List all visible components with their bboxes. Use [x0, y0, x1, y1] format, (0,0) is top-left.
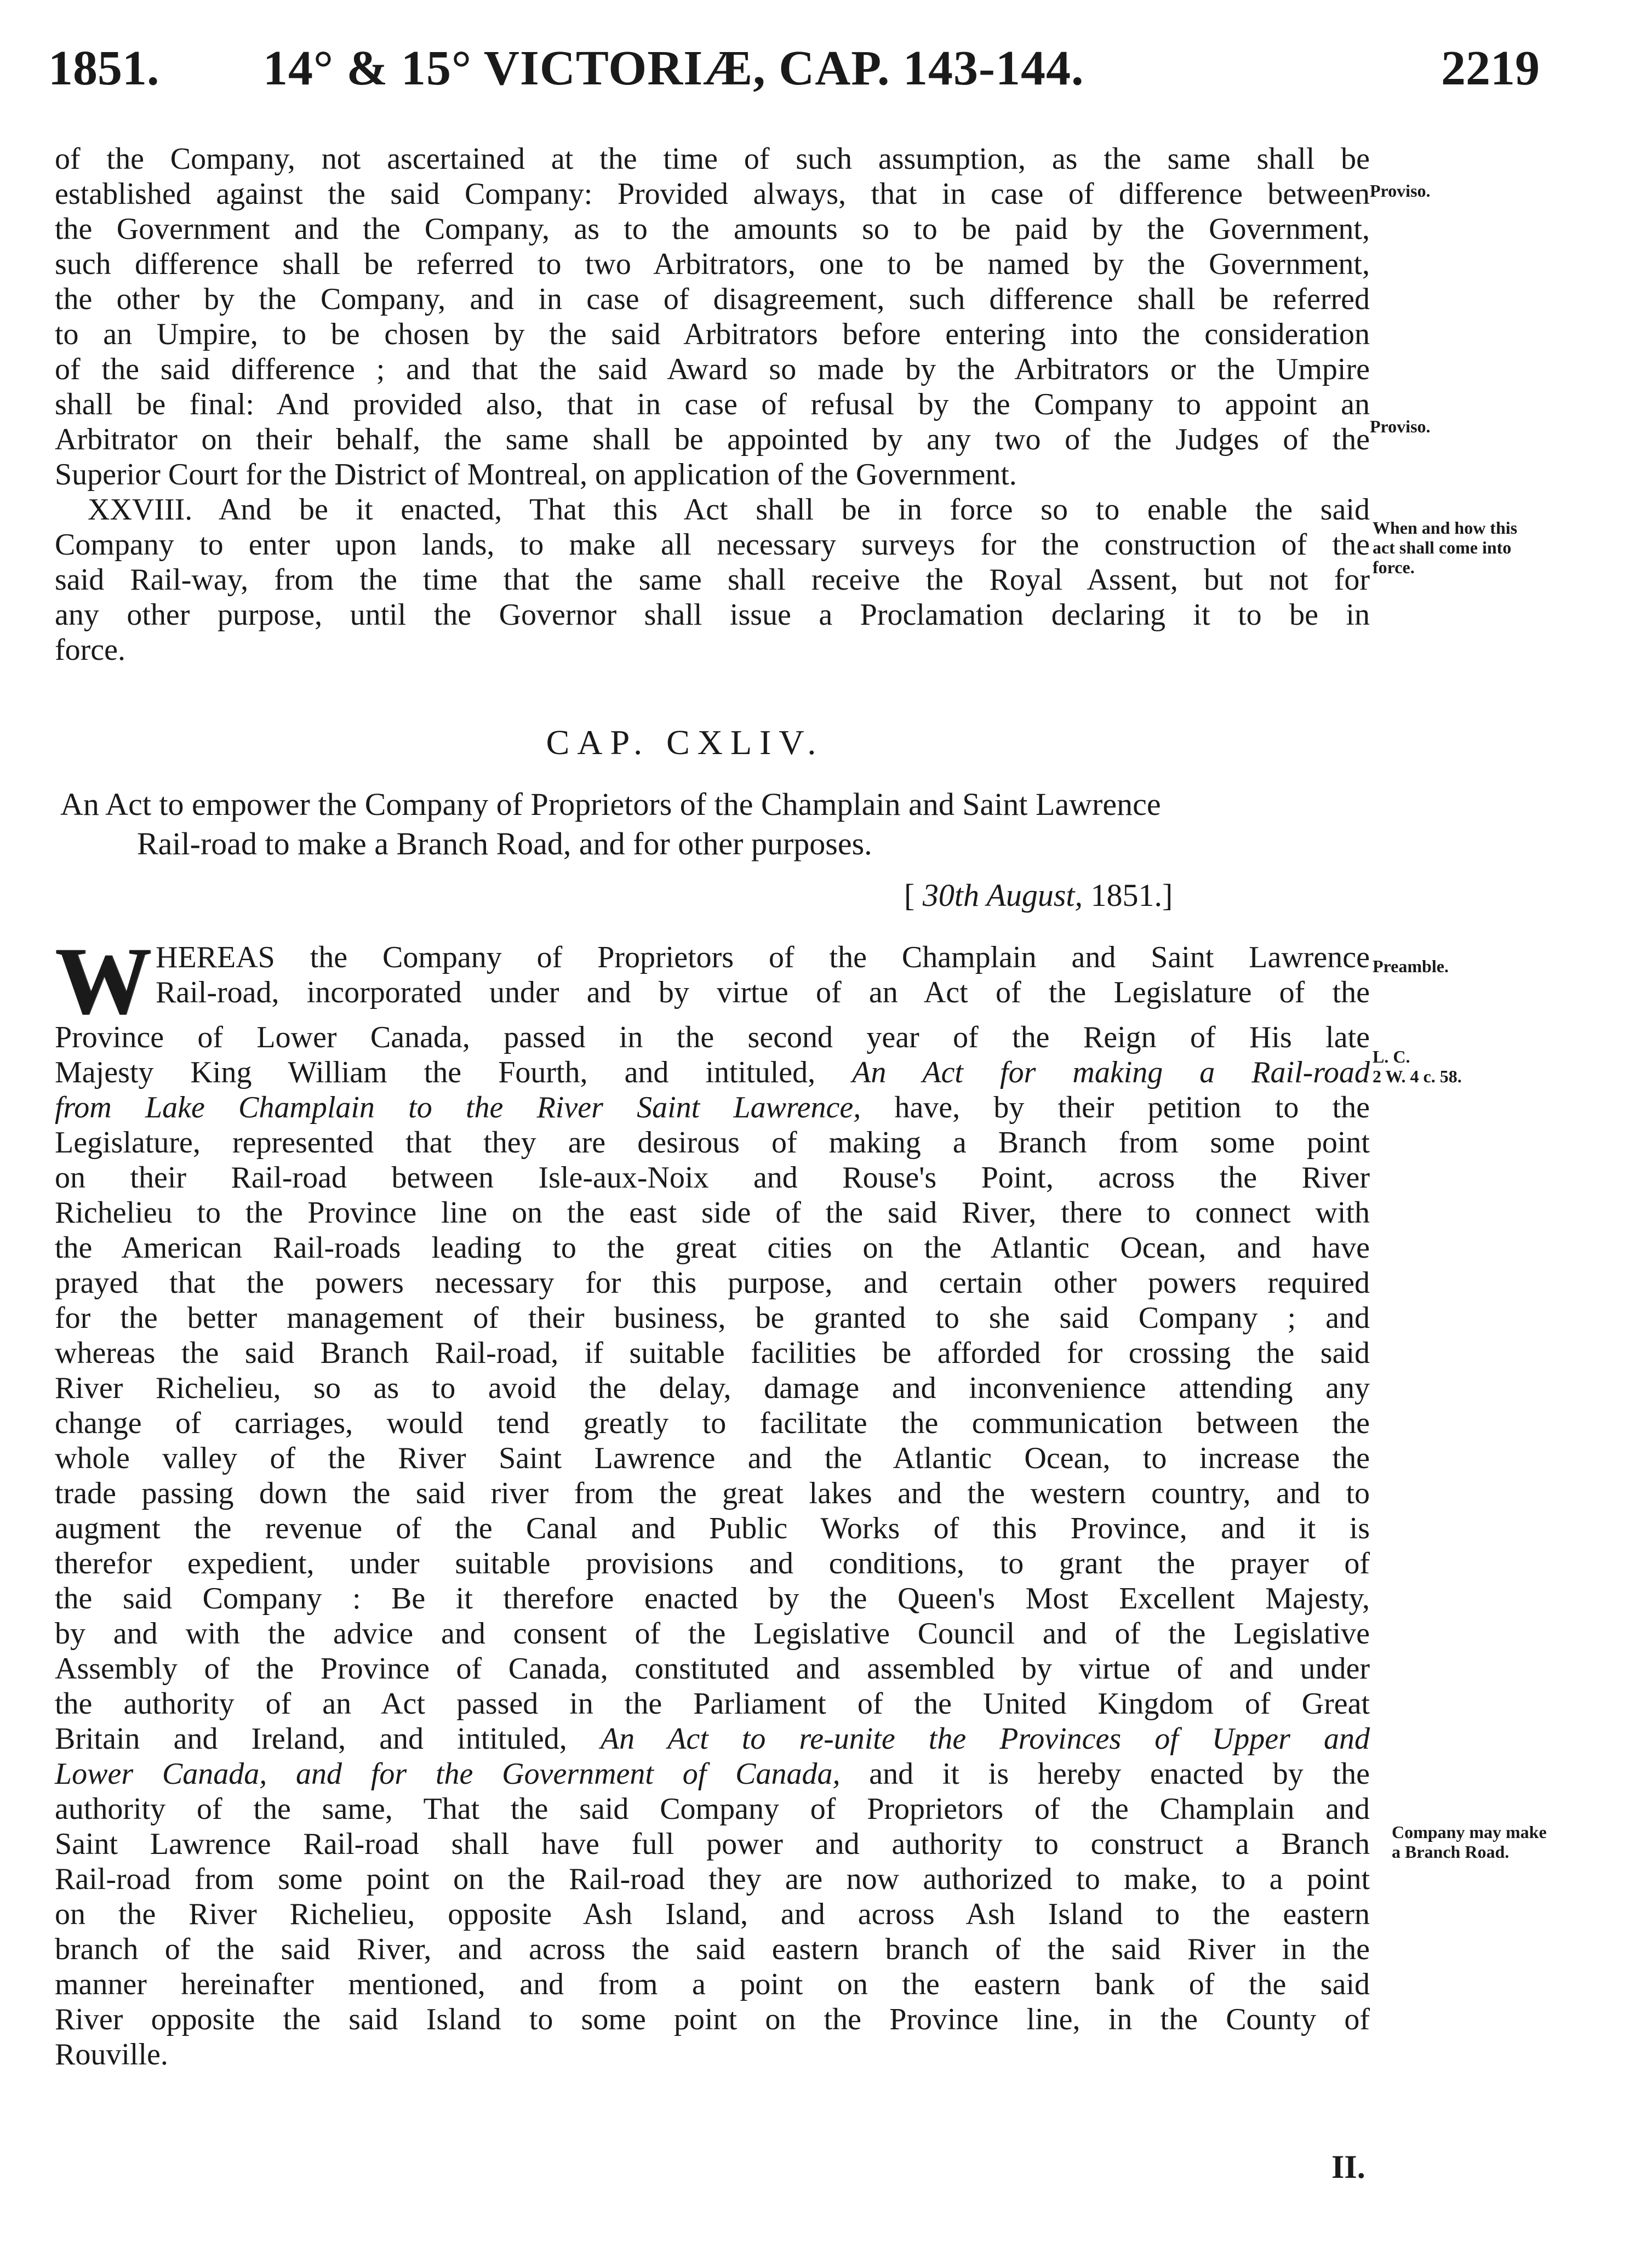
date-open: [ [904, 877, 923, 913]
text-line: whole valley of the River Saint Lawrence and the Atlantic Ocean, to increase the [55, 1441, 1370, 1475]
text-line: by and with the advice and consent of the Legislative Council and of the Legislative [55, 1617, 1370, 1651]
catchword: II. [1331, 2149, 1365, 2185]
text-segment: Britain and Ireland, and intituled, [55, 1722, 567, 1756]
chapter-heading: CAP. CXLIV. [546, 723, 824, 762]
text-line: force. [55, 633, 126, 667]
header-title: 14° & 15° VICTORIÆ, CAP. 143-144. [263, 41, 1084, 95]
text-line: manner hereinafter mentioned, and from a point on the eastern bank of the said [55, 1967, 1370, 2001]
text-segment: have, by their petition to the [861, 1091, 1370, 1125]
margin-note-preamble: Preamble. [1373, 956, 1449, 976]
note-line: force. [1373, 557, 1415, 577]
text-line: trade passing down the said river from the great lakes and the western country, and to [55, 1476, 1370, 1510]
text-line: prayed that the powers necessary for this purpose, and certain other powers required [55, 1266, 1370, 1300]
text-line: XXVIII. And be it enacted, That this Act shall be in force so to enable the said [88, 493, 1370, 527]
text-line: River Richelieu, so as to avoid the delay, damage and inconvenience attending any [55, 1371, 1370, 1405]
act-citation: An Act to re-unite the Provinces of Upper and [600, 1722, 1370, 1756]
text-line: Richelieu to the Province line on the east side of the said River, there to connect with [55, 1196, 1370, 1230]
text-line [55, 1090, 1370, 1125]
text-line: for the better management of their business, be granted to she said Company ; and [55, 1301, 1370, 1335]
margin-note-proviso: Proviso. [1370, 416, 1431, 436]
assent-date [904, 877, 1173, 914]
text-line: Rouville. [55, 2038, 168, 2072]
text-line: therefor expedient, under suitable provisions and conditions, to grant the prayer of [55, 1547, 1370, 1580]
margin-note-when-in-force [1373, 518, 1581, 577]
text-line: Rail-road from some point on the Rail-road they are now authorized to make, to a point [55, 1862, 1370, 1896]
text-segment: and it is hereby enacted by the [840, 1757, 1370, 1791]
text-line: the Government and the Company, as to the amounts so to be paid by the Government, [55, 212, 1370, 246]
note-line: act shall come into [1373, 538, 1512, 557]
text-line: any other purpose, until the Governor shall issue a Proclamation declaring it to be in [55, 598, 1370, 632]
text-line: on their Rail-road between Isle-aux-Noix and Rouse's Point, across the River [55, 1161, 1370, 1195]
text-line: Assembly of the Province of Canada, constituted and assembled by virtue of and under [55, 1652, 1370, 1686]
date-italic: 30th August, [922, 877, 1083, 913]
text-line: the American Rail-roads leading to the great cities on the Atlantic Ocean, and have [55, 1231, 1370, 1265]
text-line: the authority of an Act passed in the Parliament of the United Kingdom of Great [55, 1687, 1370, 1721]
text-line: of the said difference ; and that the said Award so made by the Arbitrators or the Umpire [55, 352, 1370, 386]
page-number: 2219 [1441, 41, 1540, 95]
act-citation-cont: Lower Canada, and for the Government of Canada, [55, 1757, 841, 1791]
act-citation: An Act for making a Rail-road [852, 1055, 1370, 1089]
text-line: said Rail-way, from the time that the same shall receive the Royal Assent, but not for [55, 563, 1370, 597]
note-line: Company may make [1392, 1822, 1547, 1842]
text-line: Saint Lawrence Rail-road shall have full power and authority to construct a Branch [55, 1827, 1370, 1861]
text-line: Legislature, represented that they are desirous of making a Branch from some point [55, 1126, 1370, 1160]
text-line: Rail-road, incorporated under and by virtue of an Act of the Legislature of the [156, 975, 1370, 1009]
note-line: L. C. [1373, 1047, 1410, 1066]
text-line: authority of the same, That the said Company of Proprietors of the Champlain and [55, 1792, 1370, 1826]
text-line: branch of the said River, and across the said eastern branch of the said River in the [55, 1932, 1370, 1966]
text-line [55, 1721, 1370, 1756]
text-line: Superior Court for the District of Montreal, on application of the Government. [55, 458, 1017, 492]
act-citation-cont: from Lake Champlain to the River Saint Lawrence, [55, 1091, 861, 1125]
text-line: the other by the Company, and in case of disagreement, such difference shall be referred [55, 282, 1370, 316]
header-year: 1851. [48, 41, 159, 95]
text-line: established against the said Company: Provided always, that in case of difference between [55, 177, 1370, 211]
text-line: Company to enter upon lands, to make all necessary surveys for the construction of the [55, 528, 1370, 562]
text-line: of the Company, not ascertained at the time of such assumption, as the same shall be [55, 142, 1370, 176]
text-line: change of carriages, would tend greatly to facilitate the communication between the [55, 1406, 1370, 1440]
note-line: When and how this [1373, 518, 1518, 538]
margin-note-branch-road [1392, 1822, 1600, 1862]
margin-note-proviso: Proviso. [1370, 181, 1431, 201]
text-line [55, 1055, 1370, 1090]
text-line: River opposite the said Island to some point on the Province line, in the County of [55, 2002, 1370, 2036]
text-line: whereas the said Branch Rail-road, if suitable facilities be afforded for crossing the said [55, 1336, 1370, 1370]
text-line: Arbitrator on their behalf, the same shall be appointed by any two of the Judges of the [55, 423, 1370, 456]
text-line: HEREAS the Company of Proprietors of the Champlain and Saint Lawrence [156, 940, 1370, 974]
drop-cap: W [55, 928, 151, 1035]
text-line: the said Company : Be it therefore enacted by the Queen's Most Excellent Majesty, [55, 1582, 1370, 1616]
act-title-line-2: Rail-road to make a Branch Road, and for other purposes. [137, 826, 872, 861]
margin-note-statute-ref [1373, 1047, 1581, 1086]
continuation-paragraph [55, 141, 1370, 492]
text-line: such difference shall be referred to two Arbitrators, one to be named by the Government, [55, 247, 1370, 281]
text-line [55, 1756, 1370, 1791]
text-line: Province of Lower Canada, passed in the second year of the Reign of His late [55, 1020, 1370, 1054]
text-line: to an Umpire, to be chosen by the said Arbitrators before entering into the consideration [55, 317, 1370, 351]
text-line: shall be final: And provided also, that in case of refusal by the Company to appoint an [55, 387, 1370, 421]
text-line: on the River Richelieu, opposite Ash Island, and across Ash Island to the eastern [55, 1897, 1370, 1931]
act-title-line-1: An Act to empower the Company of Proprietors of the Champlain and Saint Lawrence [60, 786, 1161, 822]
note-line: a Branch Road. [1392, 1842, 1510, 1862]
preamble [55, 928, 1370, 2072]
text-segment: Majesty King William the Fourth, and intituled, [55, 1055, 816, 1089]
text-line: augment the revenue of the Canal and Public Works of this Province, and it is [55, 1511, 1370, 1545]
date-close: 1851.] [1083, 877, 1173, 913]
note-line: 2 W. 4 c. 58. [1373, 1066, 1462, 1086]
section-28 [55, 492, 1370, 667]
act-title [60, 785, 1375, 864]
